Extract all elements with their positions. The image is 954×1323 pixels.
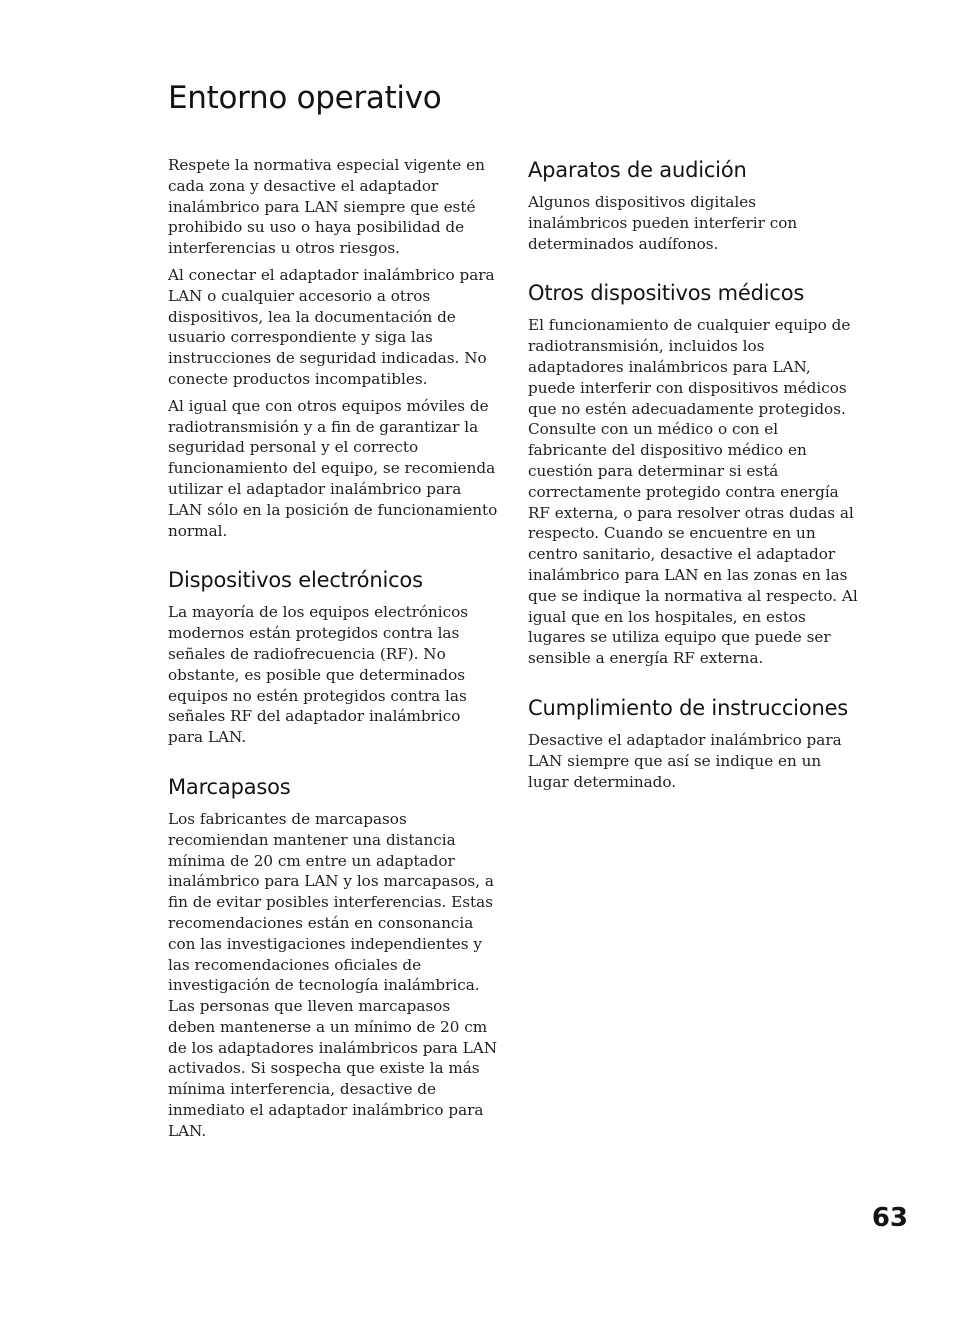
intro-paragraph: Al conectar el adaptador inalámbrico para LAN o cualquier accesorio a otros dispositivos, lea la documentación de usuario correspondiente y siga las instrucciones de seguridad indicadas. No conecte productos incompatibles. <box>168 265 495 388</box>
section-body: El funcionamiento de cualquier equipo de radiotransmisión, incluidos los adaptadores inalámbricos para LAN, puede interferir con dispositivos médicos que no estén adecuadamente protegidos. Consulte con un médico o con el fabricante del dispositivo médico en cuestión para determinar si está correctamente protegido contra energía RF externa, o para resolver otras dudas al respecto. Cuando se encuentre en un centro sanitario, desactive el adaptador inalámbrico para LAN en las zonas en las que se indique la normativa al respecto. Al igual que en los hospitales, en estos lugares se utiliza equipo que puede ser sensible a energía RF externa. <box>528 316 858 668</box>
section-body: Desactive el adaptador inalámbrico para LAN siempre que así se indique en un lugar determinado. <box>528 730 842 791</box>
section-heading: Marcapasos <box>168 774 291 799</box>
intro-paragraph: Al igual que con otros equipos móviles de radiotransmisión y a fin de garantizar la seguridad personal y el correcto funcionamiento del equipo, se recomienda utilizar el adaptador inalámbrico para LAN sólo en la posición de funcionamiento normal. <box>168 396 498 540</box>
right-column <box>528 155 858 798</box>
section-aparatos-de-audicion <box>528 155 858 254</box>
section-heading: Cumplimiento de instrucciones <box>528 695 849 720</box>
section-heading: Aparatos de audición <box>528 158 747 182</box>
section-dispositivos-electronicos <box>168 565 498 748</box>
section-heading: Otros dispositivos médicos <box>528 281 805 306</box>
intro-section <box>168 155 498 541</box>
page-title: Entorno operativo <box>168 80 442 116</box>
section-cumplimiento-de-instrucciones <box>528 693 858 792</box>
section-marcapasos <box>168 772 498 1142</box>
section-body: Algunos dispositivos digitales inalámbricos pueden interferir con determinados audífonos. <box>528 193 798 253</box>
section-heading: Dispositivos electrónicos <box>168 568 423 593</box>
section-body: La mayoría de los equipos electrónicos modernos están protegidos contra las señales de radiofrecuencia (RF). No obstante, es posible que determinados equipos no estén protegidos contra las señales RF del adaptador inalámbrico para LAN. <box>168 603 469 747</box>
intro-paragraph: Respete la normativa especial vigente en cada zona y desactive el adaptador inalámbrico para LAN siempre que esté prohibido su uso o haya posibilidad de interferencias u otros riesgos. <box>168 156 485 258</box>
section-otros-dispositivos-medicos <box>528 278 858 669</box>
left-column <box>168 155 498 1148</box>
page-number: 63 <box>871 1203 908 1233</box>
section-body: Los fabricantes de marcapasos recomiendan mantener una distancia mínima de 20 cm entre un adaptador inalámbrico para LAN y los marcapasos, a fin de evitar posibles interferencias. Estas recomendaciones están en consonancia con las investigaciones independientes y las recomendaciones oficiales de investigación de tecnología inalámbrica. Las personas que lleven marcapasos deben mantenerse a un mínimo de 20 cm de los adaptadores inalámbricos para LAN activados. Si sospecha que existe la más mínima interferencia, desactive de inmediato el adaptador inalámbrico para LAN. <box>168 809 497 1140</box>
